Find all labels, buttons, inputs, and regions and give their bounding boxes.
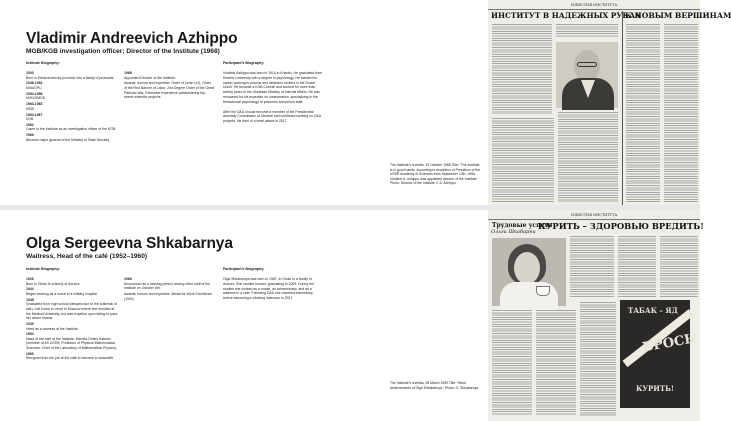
entry-shkabarnya	[0, 210, 704, 421]
poster-text: КУРИТЬ!	[636, 384, 674, 393]
newspaper-text-block	[580, 302, 616, 416]
bio-paragraph: Vladimir Azhippo was born in 1914 in Kharkiv. He graduated from Kharkiv University with a degree in psychology. He started his career working in prisons and detention centers in the Soviet Union. He became a KGB Colonel and worked for more than twenty years in the Ukrainian Ministry of Internal Affairs. He was renowned for his expertise on incarceration, specializing in the behavioural psychology of prisoners and prison staff.	[223, 71, 323, 104]
newspaper-headline-2: К НОВЫМ ВЕРШИНАМ	[625, 11, 731, 20]
participant-biography	[223, 71, 323, 129]
entry-azhippo	[0, 0, 731, 205]
timeline-event: 1948 Graduated from high school (delayed due to the outbreak of war). Left home to move to Moscow where she enrolled at the Medical University, but was expelled upon failing to pass her winter exams.	[26, 297, 118, 321]
timeline-event: 1960 Resigned from her job at the café to become a housewife.	[26, 351, 115, 361]
waitress-photo	[492, 238, 566, 306]
timeline-event: Awards, honors and expertise: Order of Lenin (x2), Order of the Red Banner of Labor, 2nd Degree Order of the Great Patriotic War, Extensive experience administering top-secret scientific projects.	[124, 81, 215, 100]
newspaper-text-block	[626, 24, 660, 202]
newspaper-text-block	[492, 24, 552, 114]
newspaper-text-block	[492, 118, 554, 202]
timeline-event: 1968 Appointed Director of the Institute.	[124, 71, 176, 80]
newspaper-headline: Трудовые успехи	[492, 222, 553, 229]
newspaper-text-block	[536, 310, 576, 416]
timeline-event: Awards, honors and expertise: Medal for Work Excellence (1952)	[124, 291, 213, 301]
institute-biography-heading: Institute Biography:	[26, 61, 60, 65]
timeline-column-2	[124, 277, 214, 302]
timeline-event: 1964-1963 MGB	[26, 102, 43, 111]
timeline-event: 1954-1956 MVD/OMGD	[26, 91, 46, 101]
newspaper-text-block	[664, 24, 698, 202]
newspaper-text-block	[558, 112, 618, 202]
timeline-column-1	[26, 71, 118, 144]
timeline-event: 1954-1967 KGB	[26, 112, 43, 122]
newspaper-text-block	[618, 236, 656, 298]
newspaper-text-block	[570, 236, 614, 298]
newspaper-text-block	[556, 24, 618, 38]
newspaper-text-block	[660, 236, 698, 298]
institute-biography-heading: Institute Biography:	[26, 267, 60, 271]
timeline-event: 1926 Born in Omsk to a family of doctors	[26, 277, 80, 286]
newspaper-caption: The Institute’s Izvestia, 28 March 1959 Title: “Work achievements of Olga Shkabarnya.” Photo: O. Shkabarnya	[390, 381, 479, 390]
newspaper-caption: The Institute’s Izvestia, 19 October 1968 Title: “The Institute is in good hands. According to resolution of Presidium of the USSR Academy of Sciences from September 13th, 1966, Vladimir A. Azhippo was appointed director of the Institute.” Photo: Director of the Institute V. A. Azhippo.	[390, 163, 481, 186]
person-name: Vladimir Andreevich Azhippo	[26, 30, 238, 47]
person-name: Olga Sergeevna Shkabarnya	[26, 235, 233, 252]
person-role: MGB/KGB investigation officer; Director of the Institute (1968)	[26, 48, 220, 55]
timeline-event: 1930 Born in Electrohodovky province into a family of peasants.	[26, 71, 115, 80]
newspaper-clipping-image	[488, 0, 731, 205]
timeline-event: 1962 Came to the Institute as an investigation officer of the KGB.	[26, 122, 117, 132]
newspaper-subheadline: Ольги Шкабарни	[491, 229, 536, 235]
poster-text: ТАБАК – ЯД	[628, 306, 678, 315]
director-portrait-photo	[556, 42, 618, 108]
participant-biography-heading: Participant’s Biography:	[223, 267, 265, 271]
participant-biography	[223, 277, 323, 306]
timeline-event: 1946-1954 MVA/GPU	[26, 81, 43, 90]
timeline-event: 1966 Became major general of the Ministry of State Security.	[26, 133, 110, 142]
poster-text: БРОСЬ	[641, 331, 697, 356]
timeline-event: 1954 Head of the café at the Institute. Married Dmitry Kaledin (member of AS USSR; Professor of Physical Mathematical Sciences; Chief of the Laboratory of Mathematical Physics).	[26, 332, 117, 351]
newspaper-masthead: ИЗВЕСТИЯ ИНСТИТУТА	[488, 0, 700, 10]
bio-paragraph: Olga Shkabarnya was born in 1987, in Omsk to a family of doctors. She studied human, graduating in 2009. During her studies she worked as a model, an administrator, and as a waitress in a cafe. Following DAU she travelled extensively, before becoming a climbing instructor in 2017.	[223, 277, 315, 301]
column-rule	[622, 11, 623, 205]
timeline-event: 1949 Hired as a waitress at the Institute.	[26, 321, 79, 331]
timeline-event: 1968 Announced as a missing person among other staff of the Institute on October 8th.	[124, 277, 211, 291]
timeline-column-2	[124, 71, 214, 101]
newspaper-clipping-image	[488, 210, 704, 421]
timeline-event: 1944 Began working as a nurse in a military hospital	[26, 287, 97, 296]
newspaper-headline: ИНСТИТУТ В НАДЕЖНЫХ РУКАХ	[491, 11, 641, 20]
anti-smoking-poster	[620, 300, 697, 408]
newspaper-text-block	[492, 310, 532, 416]
newspaper-masthead: ИЗВЕСТИЯ ИНСТИТУТА	[488, 210, 700, 220]
newspaper-headline-2: КУРИТЬ – ЗДОРОВЬЮ ВРЕДИТЬ!	[538, 221, 704, 231]
person-role: Waitress, Head of the café (1952–1960)	[26, 253, 148, 260]
participant-biography-heading: Participant’s Biography:	[223, 61, 265, 65]
bio-paragraph: After the DAU should become a member of the Presidential Amnesty Commission of Ukraine and continued working on DAU projects. He died of a heart attack in 2017.	[223, 109, 322, 124]
timeline-column-1	[26, 277, 118, 362]
